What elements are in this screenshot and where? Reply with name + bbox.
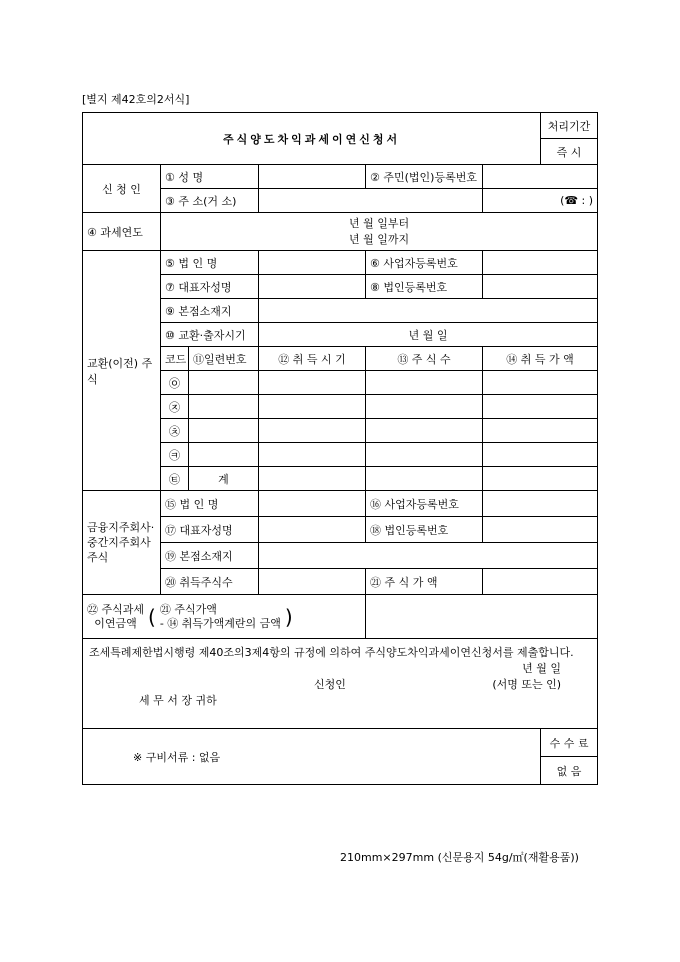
col-acq-price: ⑭ 취 득 가 액: [483, 347, 598, 371]
processing-period-label: 처리기간: [541, 113, 598, 139]
holding-corp-name-field[interactable]: [259, 491, 366, 517]
shares-cell[interactable]: [366, 395, 483, 419]
exchange-rep-name-label: ⑦ 대표자성명: [161, 275, 259, 299]
acq-price-cell[interactable]: [483, 443, 598, 467]
exchange-corp-name-field[interactable]: [259, 251, 366, 275]
deferral-formula-1: ㉑ 주식가액: [159, 602, 217, 616]
declaration-sign[interactable]: (서명 또는 인): [492, 678, 562, 691]
holding-hq-field[interactable]: [259, 543, 598, 569]
deferral-label-1: ㉒ 주식과세: [87, 602, 145, 616]
fee-value: 없 음: [541, 757, 598, 785]
holding-corp-reg-field[interactable]: [483, 517, 598, 543]
holding-share-price-field[interactable]: [483, 569, 598, 595]
total-acq-date-cell[interactable]: [259, 467, 366, 491]
col-acq-date: ⑫ 취 득 시 기: [259, 347, 366, 371]
acq-date-cell[interactable]: [259, 395, 366, 419]
holding-acq-shares-field[interactable]: [259, 569, 366, 595]
processing-period-value: 즉 시: [541, 139, 598, 165]
fee-label: 수 수 료: [541, 729, 598, 757]
row-code: ㉧: [161, 371, 189, 395]
serial-cell[interactable]: [189, 443, 259, 467]
total-acq-price-cell[interactable]: [483, 467, 598, 491]
holding-biz-reg-label: ⑯ 사업자등록번호: [366, 491, 483, 517]
exchange-corp-reg-field[interactable]: [483, 275, 598, 299]
serial-cell[interactable]: [189, 371, 259, 395]
shares-cell[interactable]: [366, 371, 483, 395]
exchange-hq-label: ⑨ 본점소재지: [161, 299, 259, 323]
form-label: [별지 제42호의2서식]: [82, 93, 190, 106]
acq-price-cell[interactable]: [483, 395, 598, 419]
acq-date-cell[interactable]: [259, 443, 366, 467]
row-code: ㉨: [161, 395, 189, 419]
declaration-to: 세 무 서 장 귀하: [139, 694, 217, 707]
serial-cell[interactable]: [189, 395, 259, 419]
holding-corp-reg-label: ⑱ 법인등록번호: [366, 517, 483, 543]
col-serial: ⑪일련번호: [189, 347, 259, 371]
holding-hq-label: ⑲ 본점소재지: [161, 543, 259, 569]
shares-cell[interactable]: [366, 443, 483, 467]
name-label: ① 성 명: [161, 165, 259, 189]
address-field[interactable]: [259, 189, 483, 213]
declaration-applicant: 신청인: [314, 678, 346, 691]
address-label: ③ 주 소(거 소): [161, 189, 259, 213]
name-field[interactable]: [259, 165, 366, 189]
attachments: ※ 구비서류 : 없음: [83, 729, 541, 785]
exchange-date-field[interactable]: 년 월 일: [259, 323, 598, 347]
deferral-formula-2: - ⑭ 취득가액계란의 금액: [159, 616, 281, 630]
paper-spec: 210mm×297mm (신문용지 54g/㎡(재활용품)): [340, 851, 579, 864]
table-row: [83, 371, 598, 395]
total-marker: ㉫: [161, 467, 189, 491]
tax-year-to: 년 월 일까지: [348, 232, 410, 246]
exchange-section: 교환(이전) 주식: [83, 251, 161, 491]
holding-share-price-label: ㉑ 주 식 가 액: [366, 569, 483, 595]
deferral-amount-field[interactable]: [366, 595, 598, 639]
table-row: [83, 419, 598, 443]
rrn-field[interactable]: [483, 165, 598, 189]
declaration-date: 년 월 일: [522, 662, 562, 675]
holding-biz-reg-field[interactable]: [483, 491, 598, 517]
deferral-label: ㉒ 주식과세 이연금액 ( ㉑ 주식가액 - ⑭ 취득가액계란의 금액 ): [83, 595, 366, 639]
tax-year-field[interactable]: [161, 213, 598, 251]
declaration-text: 조세특례제한법시행령 제40조의3제4항의 규정에 의하여 주식양도차익과세이연신청서를 제출합니다.: [89, 646, 574, 659]
applicant-section: 신 청 인: [83, 165, 161, 213]
exchange-hq-field[interactable]: [259, 299, 598, 323]
table-row: [83, 443, 598, 467]
form-title: 주식양도차익과세이연신청서: [83, 113, 541, 165]
phone-field[interactable]: (☎ : ): [483, 189, 598, 213]
holding-acq-shares-label: ⑳ 취득주식수: [161, 569, 259, 595]
col-shares: ⑬ 주 식 수: [366, 347, 483, 371]
exchange-corp-name-label: ⑤ 법 인 명: [161, 251, 259, 275]
declaration: [83, 639, 598, 729]
col-code: 코드: [161, 347, 189, 371]
exchange-date-label: ⑩ 교환·출자시기: [161, 323, 259, 347]
exchange-biz-reg-field[interactable]: [483, 251, 598, 275]
acq-price-cell[interactable]: [483, 419, 598, 443]
acq-date-cell[interactable]: [259, 419, 366, 443]
shares-cell[interactable]: [366, 419, 483, 443]
acq-date-cell[interactable]: [259, 371, 366, 395]
holding-rep-name-label: ⑰ 대표자성명: [161, 517, 259, 543]
application-form: [82, 112, 598, 785]
row-code: ㉪: [161, 443, 189, 467]
exchange-biz-reg-label: ⑥ 사업자등록번호: [366, 251, 483, 275]
table-row: [83, 467, 598, 491]
acq-price-cell[interactable]: [483, 371, 598, 395]
exchange-rep-name-field[interactable]: [259, 275, 366, 299]
holding-corp-name-label: ⑮ 법 인 명: [161, 491, 259, 517]
total-shares-cell[interactable]: [366, 467, 483, 491]
deferral-label-2: 이연금액: [94, 616, 137, 630]
tax-year-label: ④ 과세연도: [83, 213, 161, 251]
holding-section: 금융지주회사· 중간지주회사 주식: [83, 491, 161, 595]
total-label: 계: [189, 467, 259, 491]
rrn-label: ② 주민(법인)등록번호: [366, 165, 483, 189]
serial-cell[interactable]: [189, 419, 259, 443]
row-code: ㉩: [161, 419, 189, 443]
table-row: [83, 395, 598, 419]
exchange-corp-reg-label: ⑧ 법인등록번호: [366, 275, 483, 299]
holding-rep-name-field[interactable]: [259, 517, 366, 543]
tax-year-from: 년 월 일부터: [348, 216, 410, 230]
